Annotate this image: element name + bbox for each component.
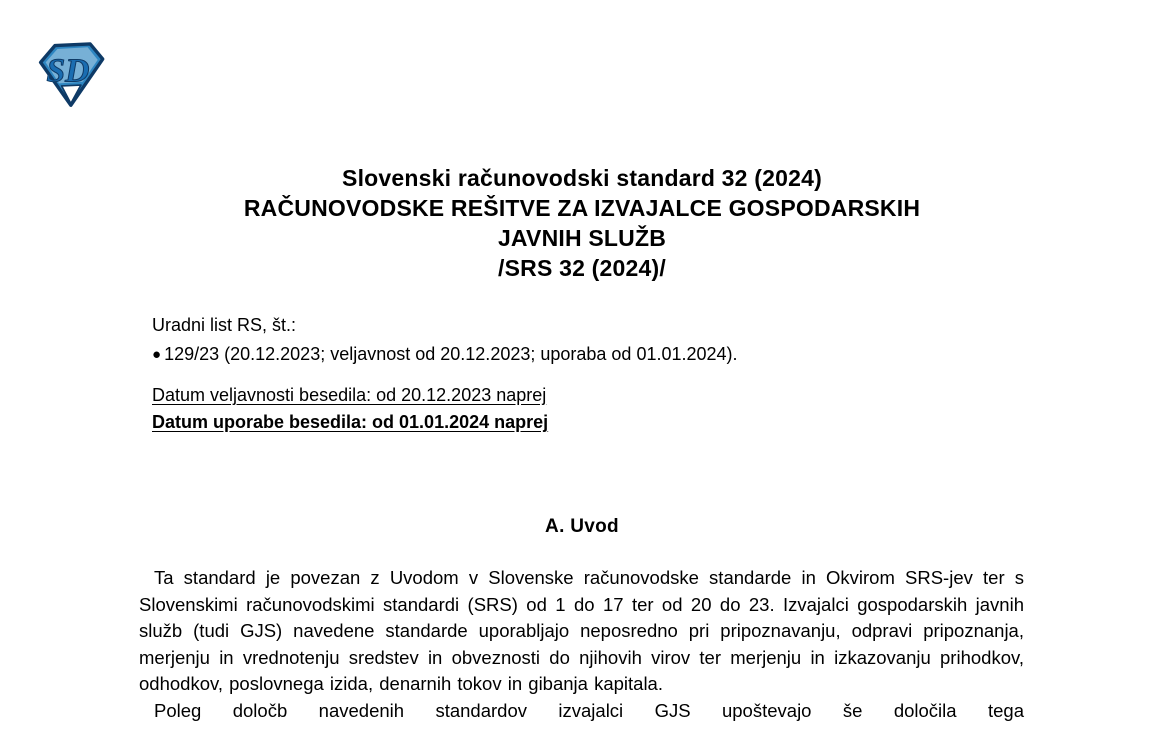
title-line-2: RAČUNOVODSKE REŠITVE ZA IZVAJALCE GOSPODARSKIH xyxy=(243,195,921,221)
section-a-heading: A. Uvod xyxy=(545,516,619,537)
validity-dates xyxy=(152,382,1026,436)
gazette-entry-text: 129/23 (20.12.2023; veljavnost od 20.12.2023; uporaba od 01.01.2024). xyxy=(164,344,738,364)
sd-shield-logo xyxy=(28,38,112,112)
gazette-entry xyxy=(152,340,1026,370)
section-a-body xyxy=(139,565,1024,724)
paragraph-1: Ta standard je povezan z Uvodom v Slovenske računovodske standarde in Okvirom SRS-jev ter s Slovenskimi računovodskimi standardi (SRS) od 1 do 17 ter od 20 do 23. Izvajalci gospodarskih javnih služb (tudi GJS) navedene standarde uporabljajo neposredno pri pripoznavanju, odpravi pripoznanja, merjenju in vrednotenju sredstev in obveznosti do njihovih virov ter merjenju in izkazovanju prihodkov, odhodkov, poslovnega izida, denarnih tokov in gibanja kapitala. xyxy=(139,567,1024,694)
validity-effective-line: Datum veljavnosti besedila: od 20.12.2023 naprej xyxy=(152,385,547,405)
title-line-4: /SRS 32 (2024)/ xyxy=(498,255,666,281)
gazette-reference xyxy=(152,311,1026,370)
title-line-3: JAVNIH SLUŽB xyxy=(497,225,667,251)
title-line-1: Slovenski računovodski standard 32 (2024) xyxy=(342,165,822,191)
gazette-heading: Uradni list RS, št.: xyxy=(152,315,297,335)
validity-application-line: Datum uporabe besedila: od 01.01.2024 naprej xyxy=(152,412,549,432)
sd-shield-logo-icon xyxy=(28,38,112,112)
paragraph-2-partial: Poleg določb navedenih standardov izvajalci GJS upoštevajo še določila tega xyxy=(154,699,1024,721)
document-title xyxy=(140,163,1024,283)
bullet-icon: ● xyxy=(152,346,162,363)
logo-letters: SD xyxy=(46,52,90,90)
